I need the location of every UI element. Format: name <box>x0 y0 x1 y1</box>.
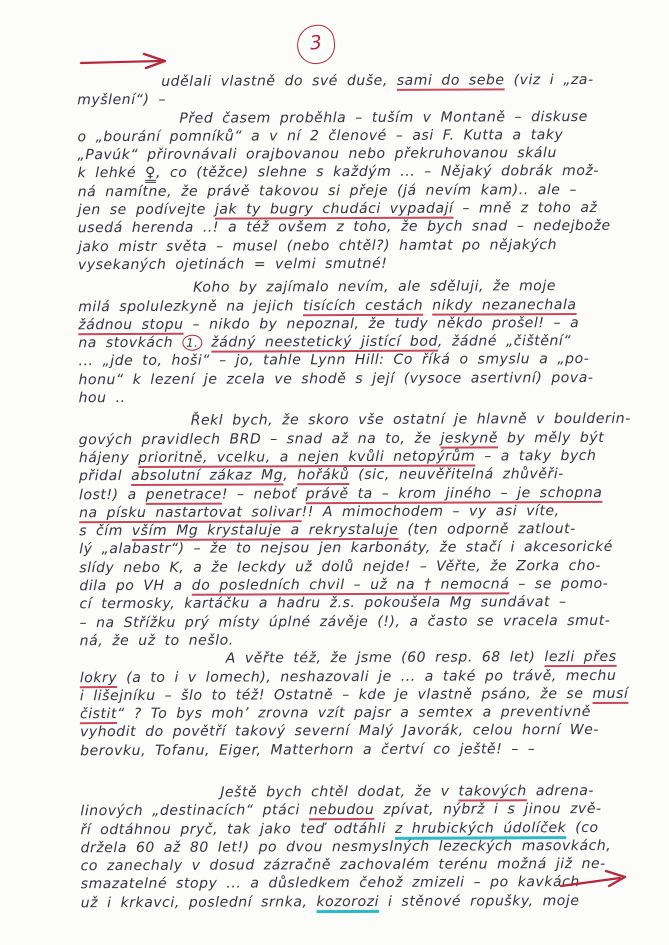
text-line <box>79 502 635 523</box>
top-red-arrow-icon <box>78 50 174 72</box>
text-line <box>80 703 636 724</box>
text-line <box>80 782 636 803</box>
text-line <box>79 465 635 486</box>
text-segment: ! – neboť <box>221 485 306 503</box>
text-segment: držela 60 až 80 let!) po dvou nesmyslných lezeckých masovkách, <box>80 837 612 857</box>
red-underlined-phrase: vším Mg krystaluje a rekrystaluje <box>131 521 399 540</box>
page-number: 3 <box>295 23 337 66</box>
text-segment: co zanechaly v dosud zázračně zachovalém terénu možná již ne- <box>80 856 606 875</box>
text-line <box>77 126 633 147</box>
text-line <box>78 277 634 298</box>
red-underlined-phrase: musí <box>592 685 629 702</box>
text-segment <box>423 297 432 313</box>
text-segment: hájeny <box>78 449 139 467</box>
red-underlined-phrase: nikdy nezanechala <box>432 296 577 314</box>
text-segment: berovku, Tofanu, Eiger, Matterhorn a čertví co ještě! – – <box>80 740 536 759</box>
text-segment: myšlení“) – <box>77 92 167 109</box>
text-line <box>80 685 636 706</box>
text-line <box>78 217 634 238</box>
text-segment: , <box>283 467 298 484</box>
text-line <box>80 800 636 821</box>
text-line <box>78 332 634 353</box>
red-underlined-phrase: lezli přes <box>544 649 617 666</box>
text-line <box>78 162 634 183</box>
text-segment: (co <box>566 819 599 836</box>
text-segment: s čím <box>79 523 132 540</box>
red-underlined-phrase: takových <box>458 783 527 800</box>
text-line <box>81 873 637 894</box>
text-segment: , co (těžce) slehne s každým ... – Nějaký dobrák mož- <box>155 163 599 182</box>
text-segment: jako mistr světa – musel (nebo chtěl?) hamtat po nějakých <box>77 236 558 255</box>
text-segment: lost!) a <box>78 486 146 503</box>
text-segment: slídy nebo K, a že leckdy už dolů nejde! – Věřte, že Zorka cho- <box>79 557 602 576</box>
text-line <box>78 369 634 390</box>
text-line <box>79 557 635 578</box>
text-line <box>80 739 636 760</box>
text-line <box>80 648 636 669</box>
text-line <box>79 593 635 614</box>
text-segment: usedá herenda ..! a též ovšem z toho, že bych snad – nedejbože <box>77 218 611 237</box>
text-segment: “ ? To bys moh’ zrovna vzít pajsr a semtex a preventivně <box>116 704 591 723</box>
text-segment: !! A mimochodem – vy asi víte, <box>301 502 560 521</box>
text-segment: ná namítne, že právě takovou si přeje (já nevím kam).. ale – <box>77 181 578 200</box>
text-segment: – na Střížku prý místy úplné závěje (!), a často se vracela smut- <box>79 612 611 631</box>
text-line <box>77 144 633 165</box>
bottom-red-arrow-icon <box>558 868 634 894</box>
text-segment: Řekl bych, že skoro vše ostatní je hlavně v boulderin- <box>190 411 631 430</box>
text-segment: na stovkách <box>78 334 183 352</box>
text-segment: gových pravidlech BRD – snad až na to, že <box>78 430 441 448</box>
text-line <box>79 575 635 596</box>
red-underlined-phrase: právě ta – krom jiného – je schopna <box>305 484 603 502</box>
manuscript-body <box>77 71 637 912</box>
text-segment: vysekaných ojetinách = velmi smutné! <box>77 255 388 274</box>
text-segment: Před časem proběhla – tuším v Montaně – diskuse <box>179 108 588 127</box>
text-line <box>78 314 634 335</box>
text-line <box>79 447 635 468</box>
text-line <box>79 428 635 449</box>
text-line <box>78 235 634 256</box>
text-line <box>79 387 635 408</box>
text-line <box>77 89 633 110</box>
text-segment: milá spolulezkyně na jejich <box>78 297 303 315</box>
paragraph <box>77 71 633 110</box>
text-segment: (ten odporně zatlout- <box>398 521 576 538</box>
red-underlined-phrase: jak ty bugry chudáci vypadají <box>214 200 454 218</box>
text-line <box>80 721 636 742</box>
text-segment: ná, že už to nešlo. <box>79 632 234 650</box>
text-line <box>81 837 637 858</box>
text-line <box>78 254 634 275</box>
text-segment: už i krkavci, poslední srnka, <box>80 893 317 911</box>
red-underlined-phrase: čistit <box>79 706 118 723</box>
text-line <box>80 630 636 651</box>
text-segment: – a taky bych <box>475 447 597 465</box>
red-underlined-phrase: prioritně, vcelku, a nejen kvůli netopýrům <box>138 448 476 466</box>
text-segment <box>202 335 211 351</box>
text-segment: ří odtáhnou pryč, tak jako teď odtáhli <box>80 820 396 838</box>
paragraph <box>80 782 637 913</box>
text-segment: zpívat, nýbrž i s jinou zvě- <box>374 801 602 819</box>
text-segment: honu“ k lezení je zcela ve shodě s její (vysoce asertivní) pova- <box>78 369 594 388</box>
red-underlined-phrase: absolutní zákaz Mg <box>131 467 284 485</box>
text-segment: „Pavúk“ přirovnávali orajbovanou nebo překruhovanou skálu <box>77 145 557 164</box>
text-line <box>81 855 637 876</box>
text-segment: ... „jde to, hoši“ – jo, tahle Lynn Hill: Co říká o smyslu a „po- <box>78 351 590 370</box>
text-segment: Ještě bych chtěl dodat, že v <box>220 783 459 801</box>
red-underlined-phrase: lokry <box>79 669 118 686</box>
text-line <box>80 611 636 632</box>
text-line <box>80 666 636 687</box>
text-segment: i lišejníku – šlo to též! Ostatně – kde je vlastně psáno, že se <box>79 685 593 705</box>
text-segment: i stěnové ropušky, moje <box>379 892 580 910</box>
text-segment: udělali vlastně do své duše, <box>161 72 397 90</box>
paragraph <box>80 648 636 760</box>
text-line <box>79 538 635 559</box>
red-circled-number: 1. <box>182 335 202 351</box>
text-segment: k lehké <box>77 165 146 182</box>
red-underlined-phrase: hořáků <box>297 467 350 484</box>
red-underlined-phrase: penetrace <box>145 486 222 503</box>
text-segment: by měly být <box>497 429 605 447</box>
text-line <box>77 107 633 128</box>
text-segment: adrena- <box>526 782 595 800</box>
text-line <box>79 483 635 504</box>
text-line <box>78 181 634 202</box>
text-line <box>77 71 633 92</box>
text-segment: , žádné „čištění“ <box>437 333 572 350</box>
text-segment: (viz i „za- <box>504 71 594 89</box>
red-underlined-phrase: tisících cestách <box>302 297 424 314</box>
ink-underlined-symbol: ♀ <box>145 165 156 182</box>
red-underlined-phrase: jeskyně <box>440 430 499 447</box>
text-line <box>79 410 635 431</box>
text-segment: – nikdo by nepoznal, že tudy někdo prošel! – a <box>183 314 580 333</box>
text-segment: přidal <box>78 468 132 485</box>
text-line <box>80 818 636 839</box>
text-segment: jen se podívejte <box>77 201 215 219</box>
text-segment: lý „alabastr“) – že to nejsou jen karbonáty, že stačí i akcesorické <box>79 539 613 558</box>
text-segment: (a to i v lomech), neshazovali je ... a také po trávě, mechu <box>117 667 617 686</box>
text-line <box>78 295 634 316</box>
text-segment: smazatelné stopy ... a důsledkem čehož zmizeli – po kavkách – <box>80 874 597 893</box>
red-underlined-phrase: do posledních chvil – už na † nemocná <box>191 576 510 594</box>
text-segment: Koho by zajímalo nevím, ale sděluji, že moje <box>193 278 557 296</box>
red-underlined-phrase: sami do sebe <box>396 72 505 89</box>
cyan-underlined-phrase: kozorozi <box>316 893 380 910</box>
text-segment: o „bourání pomníků“ a v ní 2 členové – asi F. Kutta a taky <box>77 126 564 146</box>
text-segment: dila po VH a <box>79 577 192 595</box>
text-segment: A věřte též, že jsme (60 resp. 68 let) <box>225 649 545 667</box>
text-segment: – mně z toho až <box>453 200 598 217</box>
text-line <box>79 520 635 541</box>
text-line <box>78 199 634 220</box>
red-underlined-phrase: nebudou <box>308 802 375 819</box>
red-underlined-phrase: žádnou stopu <box>78 316 184 334</box>
text-segment: (sic, neuvěřitelná zhůvěři- <box>349 466 564 484</box>
paragraph <box>77 107 634 274</box>
text-segment: cí termosky, kartáčku a hadru ž.s. pokoušela Mg sundávat – <box>79 594 567 613</box>
text-line <box>81 892 637 913</box>
text-segment: vyhodit do povětří takový severní Malý Javorák, celou horní We- <box>80 722 600 741</box>
red-underlined-phrase: žádný neestetický jistící bod <box>211 333 438 351</box>
red-underlined-phrase: na písku nastartovat solivar <box>79 504 302 522</box>
text-segment: – se pomo- <box>509 575 609 593</box>
text-segment: linových „destinacích“ ptáci <box>80 802 309 820</box>
text-segment: hou .. <box>78 390 126 407</box>
paragraph <box>78 277 635 408</box>
text-line <box>78 350 634 371</box>
cyan-underlined-phrase: z hrubických údolíček <box>394 819 567 837</box>
paragraph <box>79 410 636 650</box>
